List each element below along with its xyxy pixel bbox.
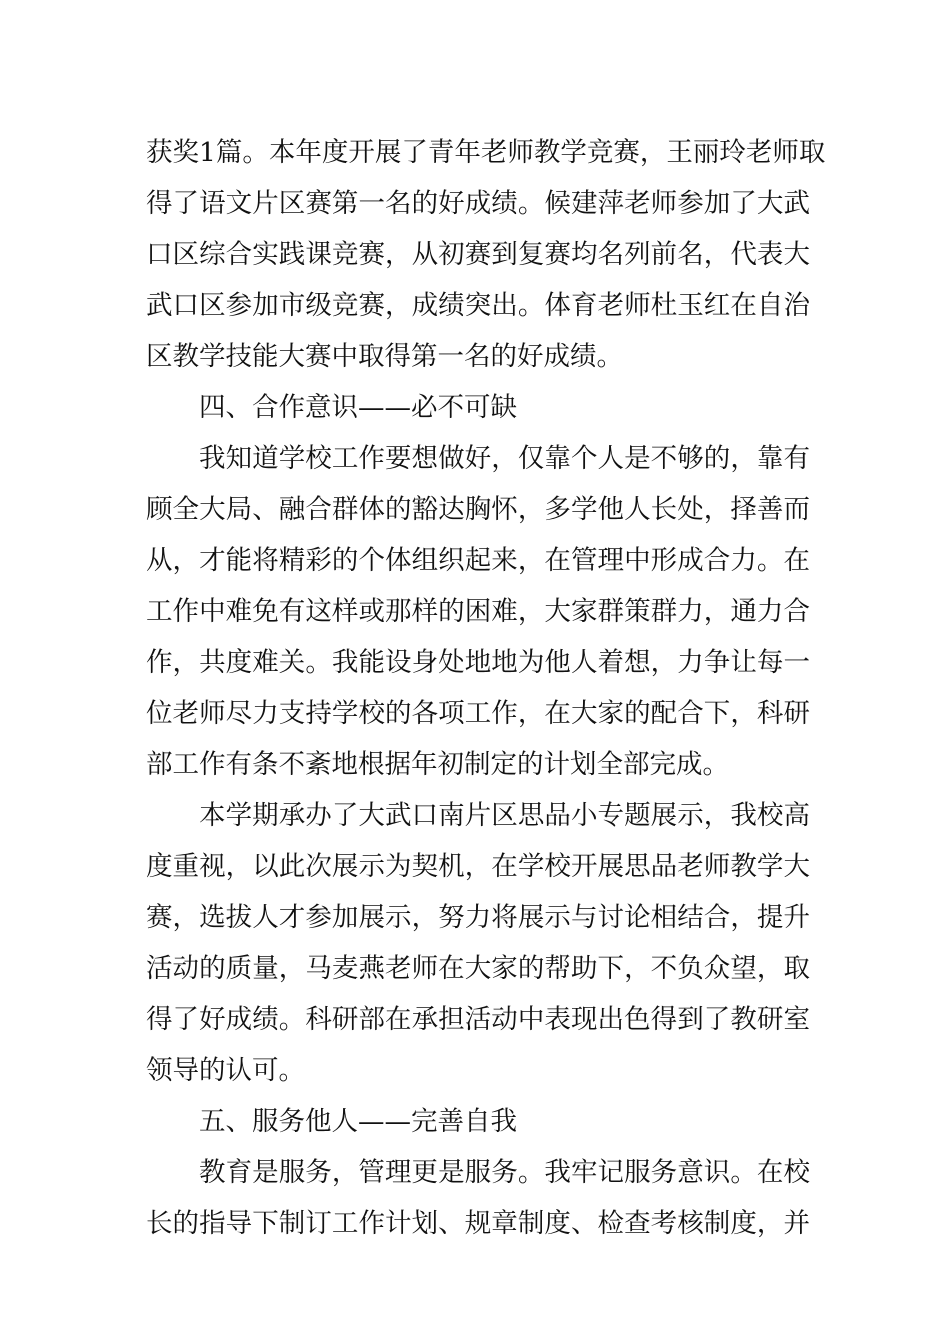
text-line: 赛，选拔人才参加展示，努力将展示与讨论相结合，提升 bbox=[146, 902, 810, 933]
section-heading-4: 四、合作意识——必不可缺 bbox=[199, 392, 517, 423]
text-line: 长的指导下制订工作计划、规章制度、检查考核制度，并 bbox=[146, 1208, 810, 1239]
text-line: 区教学技能大赛中取得第一名的好成绩。 bbox=[146, 341, 623, 372]
text-line: 工作中难免有这样或那样的困难，大家群策群力，通力合 bbox=[146, 596, 810, 627]
text-line: 口区综合实践课竞赛，从初赛到复赛均名列前名，代表大 bbox=[146, 239, 810, 270]
text-line: 教育是服务，管理更是服务。我牢记服务意识。在校 bbox=[199, 1157, 810, 1188]
section-heading-5: 五、服务他人——完善自我 bbox=[199, 1106, 517, 1137]
text-line: 顾全大局、融合群体的豁达胸怀，多学他人长处，择善而 bbox=[146, 494, 810, 525]
text-line: 作，共度难关。我能设身处地地为他人着想，力争让每一 bbox=[146, 647, 810, 678]
text-line: 位老师尽力支持学校的各项工作，在大家的配合下，科研 bbox=[146, 698, 810, 729]
text-line: 得了语文片区赛第一名的好成绩。候建萍老师参加了大武 bbox=[146, 188, 810, 219]
text-line: 活动的质量，马麦燕老师在大家的帮助下，不负众望，取 bbox=[146, 953, 810, 984]
text-line: 领导的认可。 bbox=[146, 1055, 305, 1086]
document-body bbox=[146, 127, 826, 1249]
text-line: 我知道学校工作要想做好，仅靠个人是不够的，靠有 bbox=[199, 443, 810, 474]
text-line: 部工作有条不紊地根据年初制定的计划全部完成。 bbox=[146, 749, 729, 780]
text-line: 武口区参加市级竞赛，成绩突出。体育老师杜玉红在自治 bbox=[146, 290, 810, 321]
text-line: 度重视，以此次展示为契机，在学校开展思品老师教学大 bbox=[146, 851, 810, 882]
text-line: 从，才能将精彩的个体组织起来，在管理中形成合力。在 bbox=[146, 545, 810, 576]
text-line: 本学期承办了大武口南片区思品小专题展示，我校高 bbox=[199, 800, 810, 831]
text-line: 获奖1篇。本年度开展了青年老师教学竞赛，王丽玲老师取 bbox=[146, 137, 826, 168]
text-line: 得了好成绩。科研部在承担活动中表现出色得到了教研室 bbox=[146, 1004, 810, 1035]
